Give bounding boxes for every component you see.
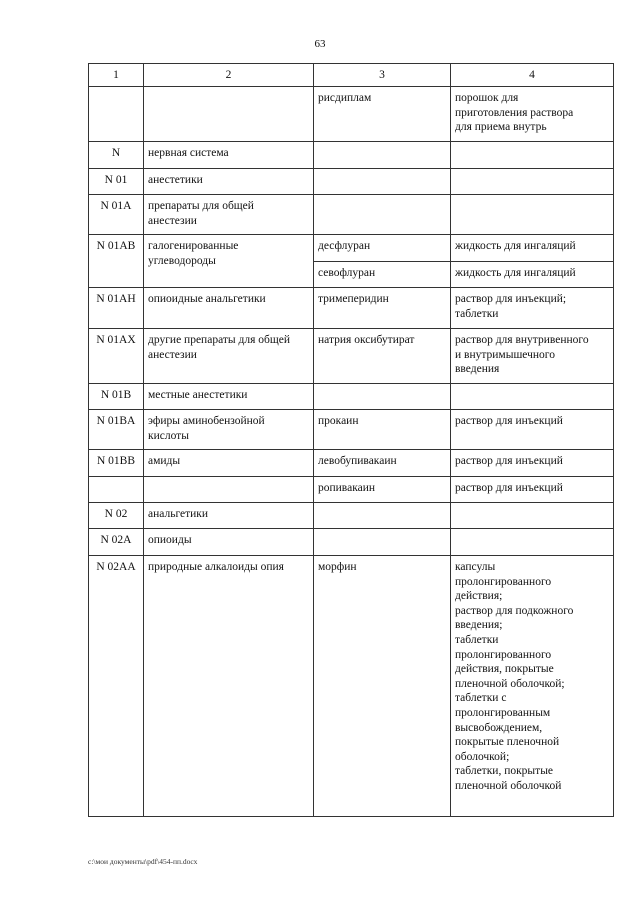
form-cell	[451, 169, 614, 195]
group-cell: галогенированные углеводороды	[144, 235, 314, 288]
drug-cell: десфлуран	[314, 235, 451, 262]
group-cell: анестетики	[144, 169, 314, 195]
table-row	[89, 235, 614, 262]
group-cell: нервная система	[144, 142, 314, 169]
drug-cell	[314, 503, 451, 529]
table-row	[89, 556, 614, 817]
table-row	[89, 87, 614, 142]
page-number: 63	[314, 38, 326, 50]
form-cell	[451, 384, 614, 410]
table-row	[89, 450, 614, 477]
drug-cell: левобупивакаин	[314, 450, 451, 477]
atc-code-cell: N 01AB	[89, 235, 144, 288]
form-cell: раствор для инъекций; таблетки	[451, 288, 614, 329]
drug-cell	[314, 195, 451, 235]
atc-code-cell: N 01	[89, 169, 144, 195]
table-row	[89, 477, 614, 503]
header-cell: 1	[89, 64, 144, 87]
group-cell: местные анестетики	[144, 384, 314, 410]
drug-table	[88, 63, 614, 817]
form-cell: раствор для инъекций	[451, 477, 614, 503]
table-row	[89, 288, 614, 329]
form-cell	[451, 142, 614, 169]
drug-cell: севофлуран	[314, 262, 451, 288]
group-cell: препараты для общей анестезии	[144, 195, 314, 235]
drug-cell	[314, 529, 451, 556]
atc-code-cell	[89, 477, 144, 503]
table-row	[89, 503, 614, 529]
group-cell: природные алкалоиды опия	[144, 556, 314, 817]
drug-cell	[314, 169, 451, 195]
group-cell	[144, 87, 314, 142]
table-row	[89, 142, 614, 169]
atc-code-cell: N 02AA	[89, 556, 144, 817]
form-cell: порошок для приготовления раствора для приема внутрь	[451, 87, 614, 142]
group-cell: опиоиды	[144, 529, 314, 556]
table-row	[89, 384, 614, 410]
drug-cell	[314, 384, 451, 410]
atc-code-cell: N 01B	[89, 384, 144, 410]
form-cell: жидкость для ингаляций	[451, 235, 614, 262]
drug-cell: рисдиплам	[314, 87, 451, 142]
atc-code-cell: N 01A	[89, 195, 144, 235]
drug-cell: прокаин	[314, 410, 451, 450]
form-cell	[451, 529, 614, 556]
form-cell: капсулы пролонгированного действия; раствор для подкожного введения; таблетки пролонгированного действия, покрытые пленочной оболочкой; таблетки с пролонгированным высвобождением, покрытые пленочной оболочкой; таблетки, покрытые пленочной оболочкой	[451, 556, 614, 817]
atc-code-cell: N 01AH	[89, 288, 144, 329]
header-cell: 4	[451, 64, 614, 87]
atc-code-cell: N 02	[89, 503, 144, 529]
group-cell	[144, 477, 314, 503]
group-cell: другие препараты для общей анестезии	[144, 329, 314, 384]
drug-cell: натрия оксибутират	[314, 329, 451, 384]
file-path-footer: c:\мои документы\pdf\454-пп.docx	[88, 857, 198, 866]
drug-cell: тримеперидин	[314, 288, 451, 329]
atc-code-cell: N 01BB	[89, 450, 144, 477]
atc-code-cell: N 01BA	[89, 410, 144, 450]
group-cell: анальгетики	[144, 503, 314, 529]
table-row	[89, 329, 614, 384]
table-row	[89, 410, 614, 450]
atc-code-cell: N	[89, 142, 144, 169]
form-cell	[451, 503, 614, 529]
table-header-row	[89, 64, 614, 87]
atc-code-cell: N 01AX	[89, 329, 144, 384]
drug-cell: морфин	[314, 556, 451, 817]
drug-cell: ропивакаин	[314, 477, 451, 503]
group-cell: эфиры аминобензойной кислоты	[144, 410, 314, 450]
form-cell: жидкость для ингаляций	[451, 262, 614, 288]
form-cell: раствор для инъекций	[451, 450, 614, 477]
header-cell: 3	[314, 64, 451, 87]
table-row	[89, 195, 614, 235]
drug-cell	[314, 142, 451, 169]
table-row	[89, 169, 614, 195]
form-cell	[451, 195, 614, 235]
form-cell: раствор для внутривенного и внутримышечного введения	[451, 329, 614, 384]
form-cell: раствор для инъекций	[451, 410, 614, 450]
header-cell: 2	[144, 64, 314, 87]
table-row	[89, 529, 614, 556]
group-cell: опиоидные анальгетики	[144, 288, 314, 329]
atc-code-cell	[89, 87, 144, 142]
atc-code-cell: N 02A	[89, 529, 144, 556]
group-cell: амиды	[144, 450, 314, 477]
